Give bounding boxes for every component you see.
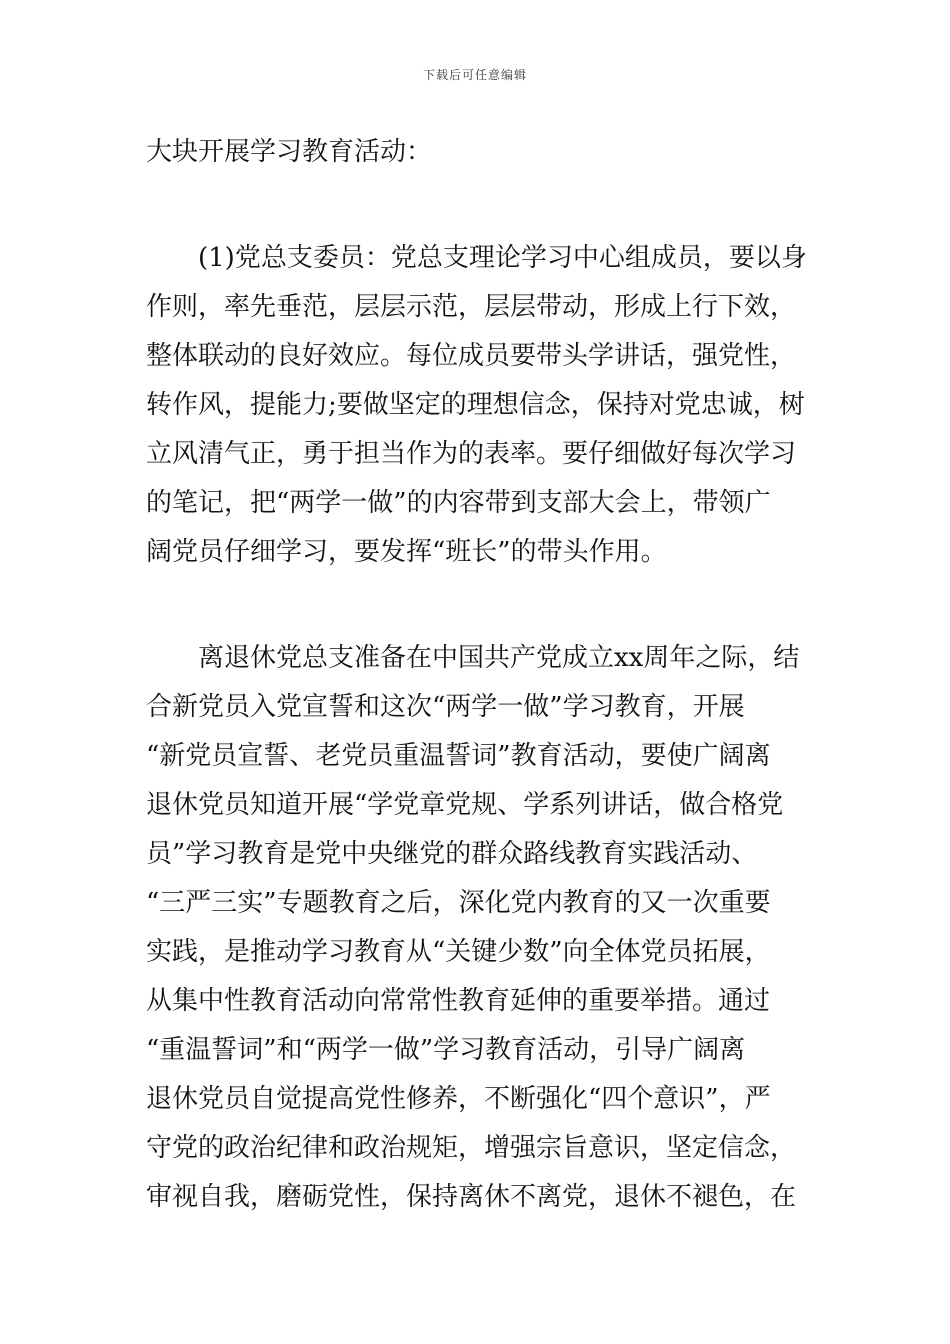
text-line: “重温誓词”和“两学一做”学习教育活动，引导广阔离 (146, 1035, 746, 1065)
text-line: (1)党总支委员：党总支理论学习中心组成员，要以身 (198, 243, 807, 273)
paragraph-retiree-branch (146, 634, 812, 1222)
text-line: 的笔记，把“两学一做”的内容带到支部大会上，带领广 (146, 488, 771, 518)
paragraph-gap (146, 577, 812, 634)
text-line: 实践，是推动学习教育从“关键少数”向全体党员拓展， (146, 937, 771, 967)
text-line: 阔党员仔细学习，要发挥“班长”的带头作用。 (146, 537, 667, 567)
text-line: “三严三实”专题教育之后，深化党内教育的又一次重要 (146, 888, 771, 918)
text-line: 退休党员自觉提高党性修养，不断强化“四个意识”，严 (146, 1084, 771, 1114)
paragraph-gap (146, 177, 812, 234)
document-body (146, 128, 812, 1222)
text-line: 退休党员知道开展“学党章党规、学系列讲话，做合格党 (146, 790, 784, 820)
text-line: “新党员宣誓、老党员重温誓词”教育活动，要使广阔离 (146, 741, 771, 771)
text-line: 作则，率先垂范，层层示范，层层带动，形成上行下效， (146, 292, 797, 322)
text-line: 从集中性教育活动向常常性教育延伸的重要举措。通过 (146, 986, 771, 1016)
text-line: 守党的政治纪律和政治规矩，增强宗旨意识，坚定信念， (146, 1133, 797, 1163)
page-header-note: 下载后可任意编辑 (422, 68, 527, 82)
text-line: 合新党员入党宣誓和这次“两学一做”学习教育，开展 (146, 692, 745, 722)
text-line: 大块开展学习教育活动： (146, 137, 433, 167)
text-line: 员”学习教育是党中央继党的群众路线教育实践活动、 (146, 839, 758, 869)
text-line: 转作风，提能力;要做坚定的理想信念，保持对党忠诚，树 (146, 390, 805, 420)
text-line: 离退休党总支准备在中国共产党成立xx周年之际，结 (198, 643, 800, 673)
text-line: 立风清气正，勇于担当作为的表率。要仔细做好每次学习 (146, 439, 797, 469)
text-line: 审视自我，磨砺党性，保持离休不离党，退休不褪色，在 (146, 1182, 797, 1212)
paragraph-party-committee (146, 234, 812, 577)
text-line: 整体联动的良好效应。每位成员要带头学讲话，强党性， (146, 341, 797, 371)
